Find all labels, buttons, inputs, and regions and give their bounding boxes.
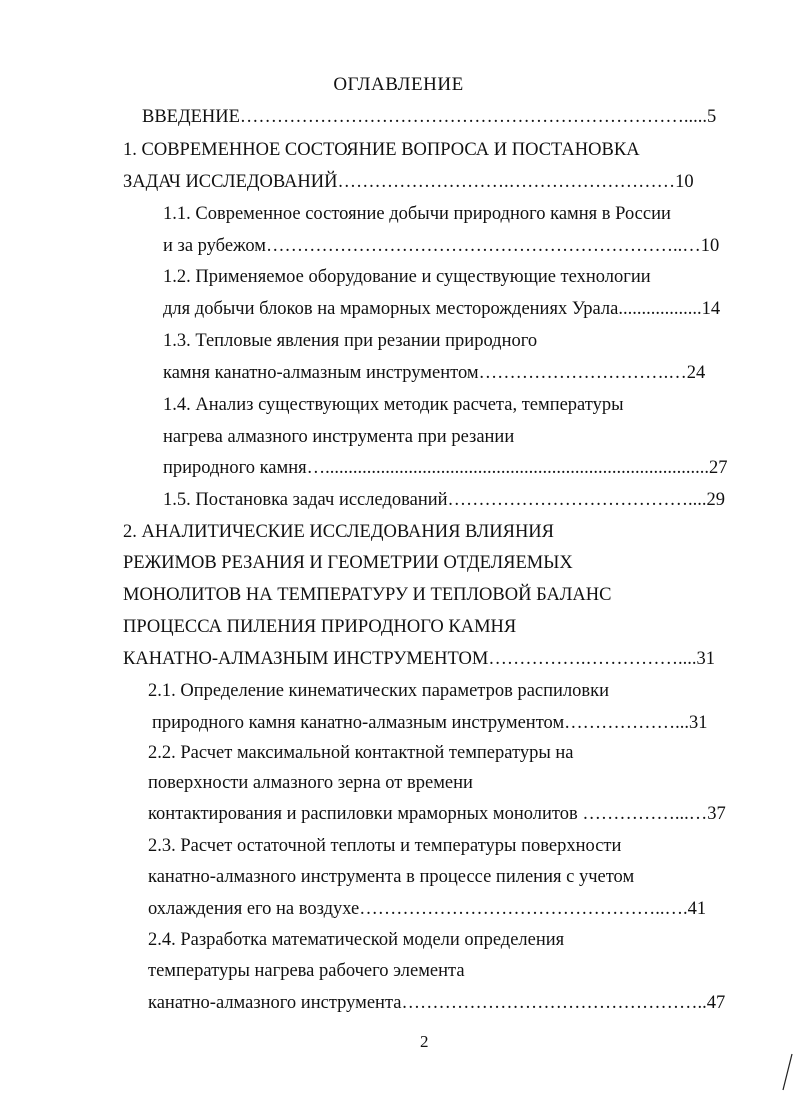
toc-chapter-1: 1. СОВРЕМЕННОЕ СОСТОЯНИЕ ВОПРОСА И ПОСТАНОВКА — [123, 140, 640, 160]
toc-section-2-1-cont: природного камня канатно-алмазным инструментом………………...31 — [152, 713, 708, 733]
toc-section-2-3: 2.3. Расчет остаточной теплоты и температуры поверхности — [148, 836, 622, 856]
toc-section-2-1: 2.1. Определение кинематических параметров распиловки — [148, 681, 610, 701]
toc-section-1-3: 1.3. Тепловые явления при резании природного — [163, 331, 538, 351]
toc-section-1-2-cont: для добычи блоков на мраморных месторождениях Урала..................14 — [163, 299, 721, 319]
toc-section-1-4-cont2: природного камня…...................................................................................27 — [163, 458, 728, 478]
toc-section-1-1-cont: и за рубежом…………………………………………………………..…10 — [163, 236, 720, 256]
toc-entry-introduction: ВВЕДЕНИЕ……………………………………………………………….....5 — [142, 107, 717, 127]
toc-section-2-3-cont2: охлаждения его на воздухе…………………………………………..….41 — [148, 899, 707, 919]
toc-section-2-4-cont: температуры нагрева рабочего элемента — [148, 961, 465, 981]
toc-chapter-2-cont3: ПРОЦЕССА ПИЛЕНИЯ ПРИРОДНОГО КАМНЯ — [123, 617, 517, 637]
toc-section-1-1: 1.1. Современное состояние добычи природного камня в России — [163, 204, 671, 224]
toc-section-1-4-cont: нагрева алмазного инструмента при резании — [163, 427, 515, 447]
toc-section-2-4: 2.4. Разработка математической модели определения — [148, 930, 565, 950]
toc-section-1-3-cont: камня канатно-алмазным инструментом………………………….…24 — [163, 363, 706, 383]
page-number: 2 — [420, 1032, 429, 1051]
toc-chapter-2-cont2: МОНОЛИТОВ НА ТЕМПЕРАТУРУ И ТЕПЛОВОЙ БАЛАНС — [123, 585, 612, 605]
toc-chapter-2-cont: РЕЖИМОВ РЕЗАНИЯ И ГЕОМЕТРИИ ОТДЕЛЯЕМЫХ — [123, 553, 573, 573]
toc-heading: ОГЛАВЛЕНИЕ — [333, 74, 464, 95]
toc-section-1-2: 1.2. Применяемое оборудование и существующие технологии — [163, 267, 651, 287]
toc-section-2-4-cont2: канатно-алмазного инструмента…………………………………………..47 — [148, 993, 726, 1013]
toc-section-1-4: 1.4. Анализ существующих методик расчета, температуры — [163, 395, 624, 415]
toc-section-2-2: 2.2. Расчет максимальной контактной температуры на — [148, 743, 574, 763]
toc-section-2-2-cont2: контактирования и распиловки мраморных монолитов ……………...…37 — [148, 804, 726, 824]
scan-mark-line — [780, 1052, 794, 1092]
toc-section-1-5: 1.5. Постановка задач исследований…………………………………....29 — [163, 490, 726, 510]
toc-chapter-2: 2. АНАЛИТИЧЕСКИЕ ИССЛЕДОВАНИЯ ВЛИЯНИЯ — [123, 522, 555, 542]
toc-section-2-2-cont: поверхности алмазного зерна от времени — [148, 773, 473, 793]
toc-chapter-2-cont4: КАНАТНО-АЛМАЗНЫМ ИНСТРУМЕНТОМ…………….……………....31 — [123, 649, 715, 669]
toc-section-2-3-cont: канатно-алмазного инструмента в процессе пиления с учетом — [148, 867, 635, 887]
toc-chapter-1-cont: ЗАДАЧ ИССЛЕДОВАНИЙ……………………….………………………10 — [123, 172, 694, 192]
